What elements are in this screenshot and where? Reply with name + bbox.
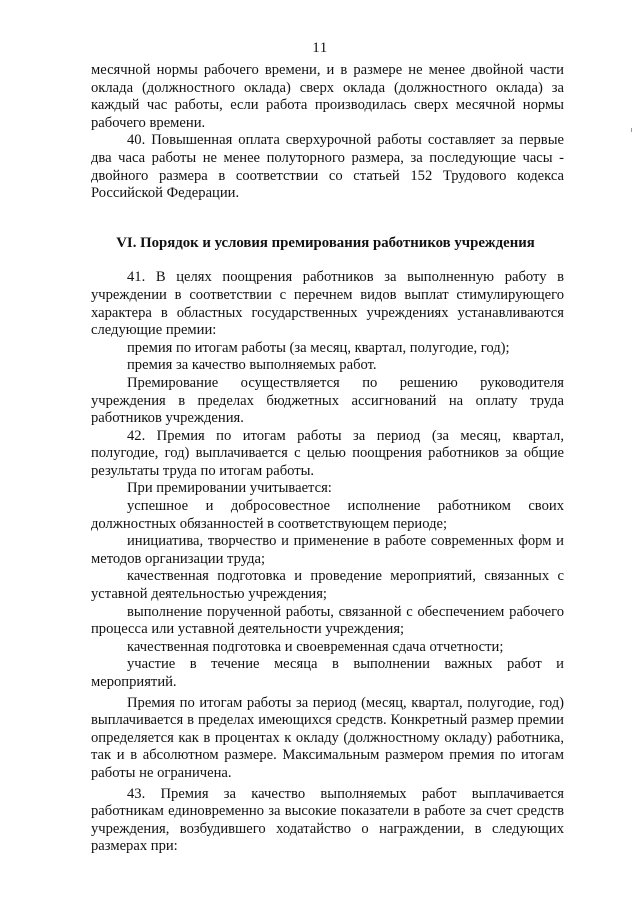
paragraph-41: 41. В целях поощрения работников за выполненную работу в учреждении в соответствии с перечнем видов выплат стимулирующего характера в областных государственных учреждениях устанавливаются следующие премии: <box>91 269 564 339</box>
list-item: качественная подготовка и проведение мероприятий, связанных с уставной деятельностью учреждения; <box>91 568 564 603</box>
paragraph-premium-decision: Премирование осуществляется по решению руководителя учреждения в пределах бюджетных ассигнований на оплату труда работников учреждения. <box>91 374 564 427</box>
paragraph-42: 42. Премия по итогам работы за период (за месяц, квартал, полугодие, год) выплачивается с целью поощрения работников за общие результаты труда по итогам работы. <box>91 427 564 479</box>
list-item: качественная подготовка и своевременная сдача отчетности; <box>127 638 504 655</box>
list-item: успешное и добросовестное исполнение работником своих должностных обязанностей в соответствующем периоде; <box>91 498 564 532</box>
paragraph-criteria-intro: При премировании учитывается: <box>127 480 332 497</box>
list-item: участие в течение месяца в выполнении важных работ и мероприятий. <box>91 656 564 690</box>
paragraph-premium-amount: Премия по итогам работы за период (месяц, квартал, полугодие, год) выплачивается в пределах имеющихся средств. Конкретный размер премии определяется как в процентах к окладу (должностному окладу) работника, так и в абсолютном размере. Максимальным размером премия по итогам работы не ограничена. <box>91 694 564 781</box>
list-item: инициатива, творчество и применение в работе современных форм и методов организации труда; <box>91 533 564 567</box>
paragraph-43: 43. Премия за качество выполняемых работ выплачивается работникам единовременно за высокие показатели в работе за счет средств учреждения, возбудившего ходатайство о награждении, в следующих размерах при: <box>91 785 564 855</box>
page-number: 11 <box>312 40 328 56</box>
paragraph-continuation: месячной нормы рабочего времени, и в размере не менее двойной части оклада (должностного оклада) сверх оклада (должностного оклада) за каждый час работы, если работа производилась сверх месячной нормы рабочего времени. <box>91 62 564 131</box>
scan-mark <box>631 128 632 132</box>
paragraph-40: 40. Повышенная оплата сверхурочной работы составляет за первые два часа работы не менее полуторного размера, за последующие часы - двойного размера в соответствии со статьей 152 Трудового кодекса Российской Федерации. <box>91 132 564 202</box>
document-body <box>91 62 564 856</box>
list-item: премия по итогам работы (за месяц, квартал, полугодие, год); <box>127 339 510 356</box>
list-item: премия за качество выполняемых работ. <box>127 357 377 374</box>
list-item: выполнение порученной работы, связанной с обеспечением рабочего процесса или уставной деятельности учреждения; <box>91 603 564 638</box>
section-heading: VI. Порядок и условия премирования работников учреждения <box>116 234 535 251</box>
